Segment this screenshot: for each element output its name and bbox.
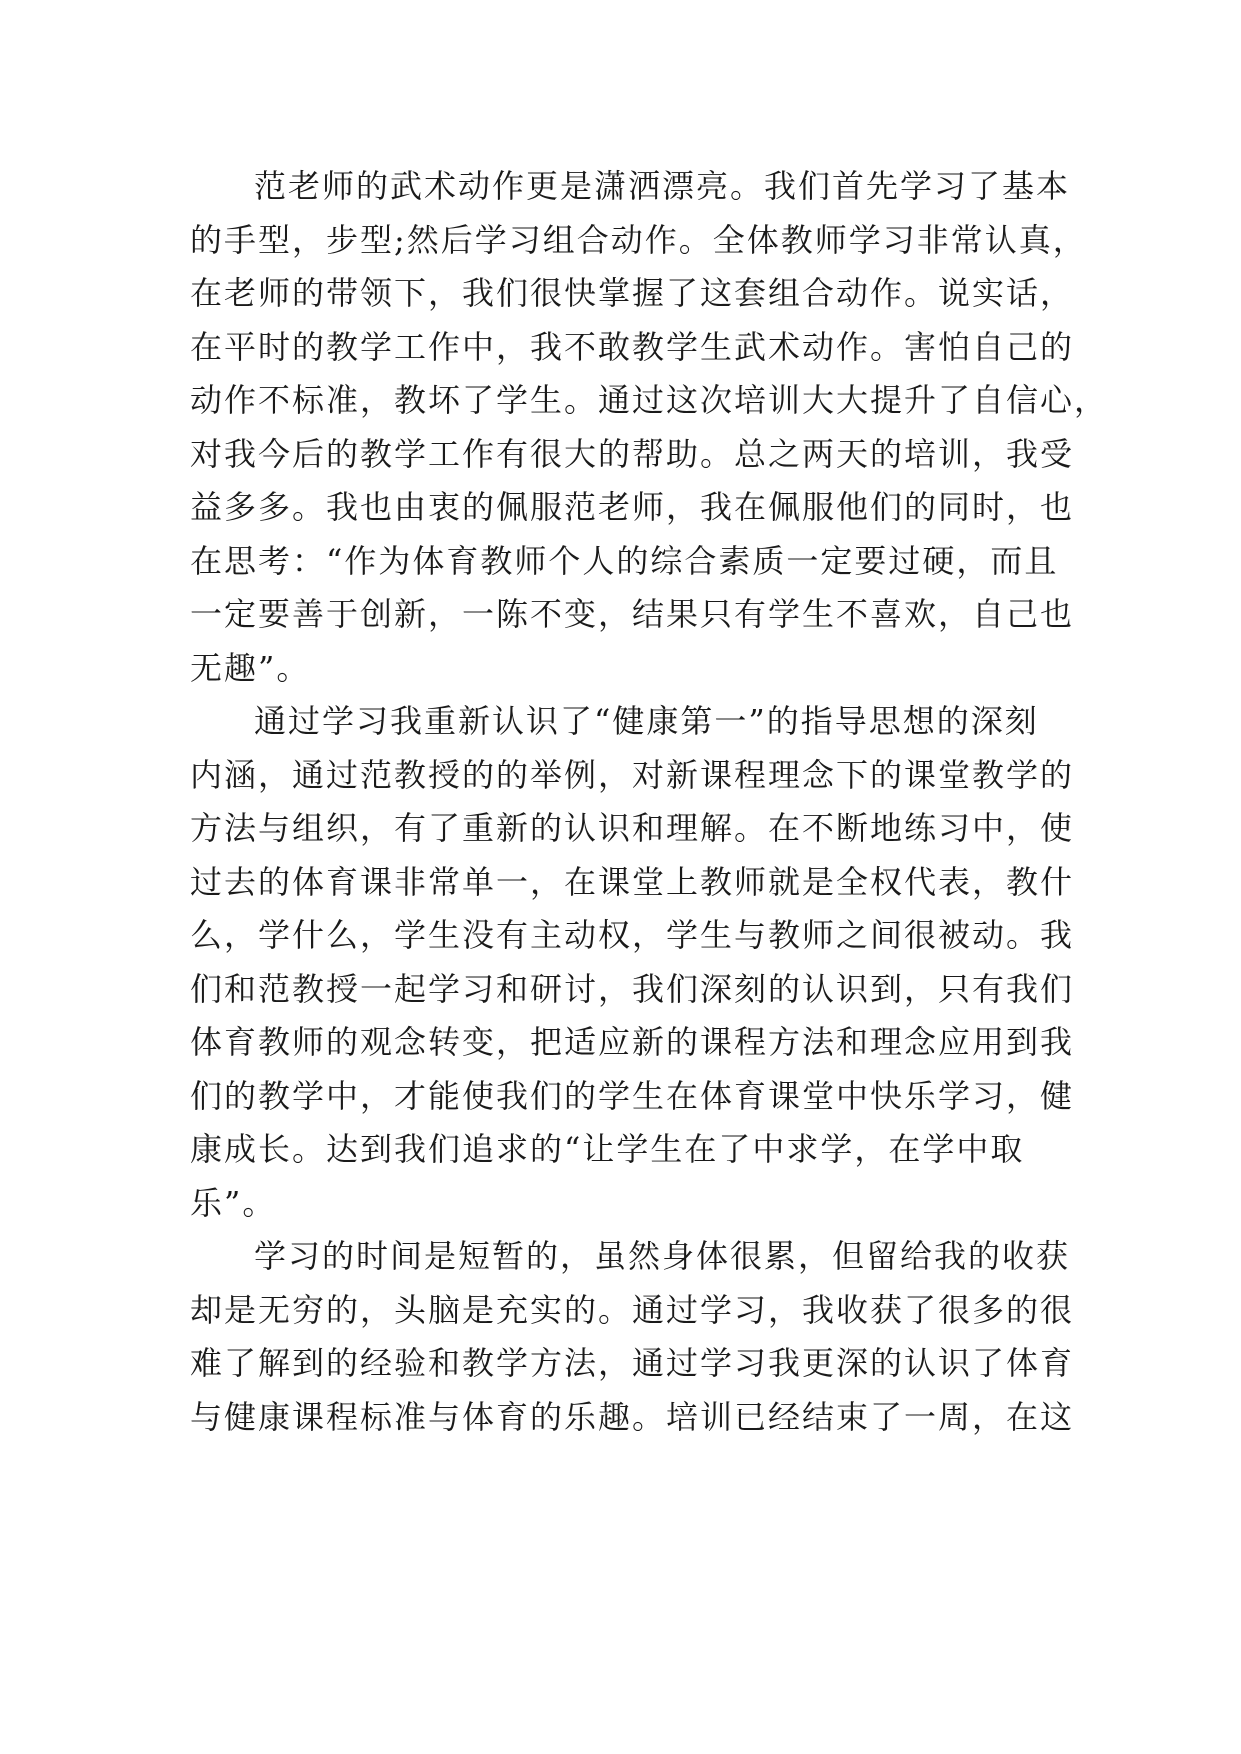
text-line: 益多多。我也由衷的佩服范老师，我在佩服他们的同时，也 <box>190 488 1075 526</box>
paragraph-2 <box>190 695 1075 1230</box>
text-line: 的手型，步型;然后学习组合动作。全体教师学习非常认真， <box>190 220 1087 259</box>
text-line: 动作不标准，教坏了学生。通过这次培训大大提升了自信心， <box>190 381 1109 419</box>
text-line: 过去的体育课非常单一，在课堂上教师就是全权代表，教什 <box>190 862 1075 901</box>
document-body <box>190 160 1109 1444</box>
text-line: 在思考：“作为体育教师个人的综合素质一定要过硬，而且 <box>190 541 1059 580</box>
text-line: 内涵，通过范教授的的举例，对新课程理念下的课堂教学的 <box>190 755 1075 794</box>
text-line: 一定要善于创新，一陈不变，结果只有学生不喜欢，自己也 <box>190 595 1075 633</box>
paragraph-3 <box>190 1230 1075 1444</box>
text-line: 方法与组织，有了重新的认识和理解。在不断地练习中，使 <box>190 809 1075 847</box>
text-line: 们的教学中，才能使我们的学生在体育课堂中快乐学习，健 <box>190 1076 1075 1115</box>
paragraph-1 <box>190 160 1109 695</box>
text-line: 体育教师的观念转变，把适应新的课程方法和理念应用到我 <box>190 1023 1075 1061</box>
text-line: 无趣”。 <box>190 648 311 687</box>
text-line: 却是无穷的，头脑是充实的。通过学习，我收获了很多的很 <box>190 1290 1075 1329</box>
text-line: 在老师的带领下，我们很快掌握了这套组合动作。说实话， <box>190 274 1075 312</box>
text-line: 么，学什么，学生没有主动权，学生与教师之间很被动。我 <box>190 916 1075 954</box>
text-line: 与健康课程标准与体育的乐趣。培训已经结束了一周，在这 <box>190 1397 1075 1436</box>
text-line: 学习的时间是短暂的，虽然身体很累，但留给我的收获 <box>254 1237 1071 1275</box>
text-line: 难了解到的经验和教学方法，通过学习我更深的认识了体育 <box>190 1344 1075 1382</box>
text-line: 乐”。 <box>190 1183 277 1222</box>
text-line: 在平时的教学工作中，我不敢教学生武术动作。害怕自己的 <box>190 327 1075 366</box>
text-line: 康成长。达到我们追求的“让学生在了中求学，在学中取 <box>190 1130 1025 1168</box>
text-line: 对我今后的教学工作有很大的帮助。总之两天的培训，我受 <box>190 434 1075 473</box>
text-line: 们和范教授一起学习和研讨，我们深刻的认识到，只有我们 <box>190 969 1075 1008</box>
text-line: 范老师的武术动作更是潇洒漂亮。我们首先学习了基本 <box>254 167 1071 205</box>
text-line: 通过学习我重新认识了“健康第一”的指导思想的深刻 <box>254 702 1039 740</box>
